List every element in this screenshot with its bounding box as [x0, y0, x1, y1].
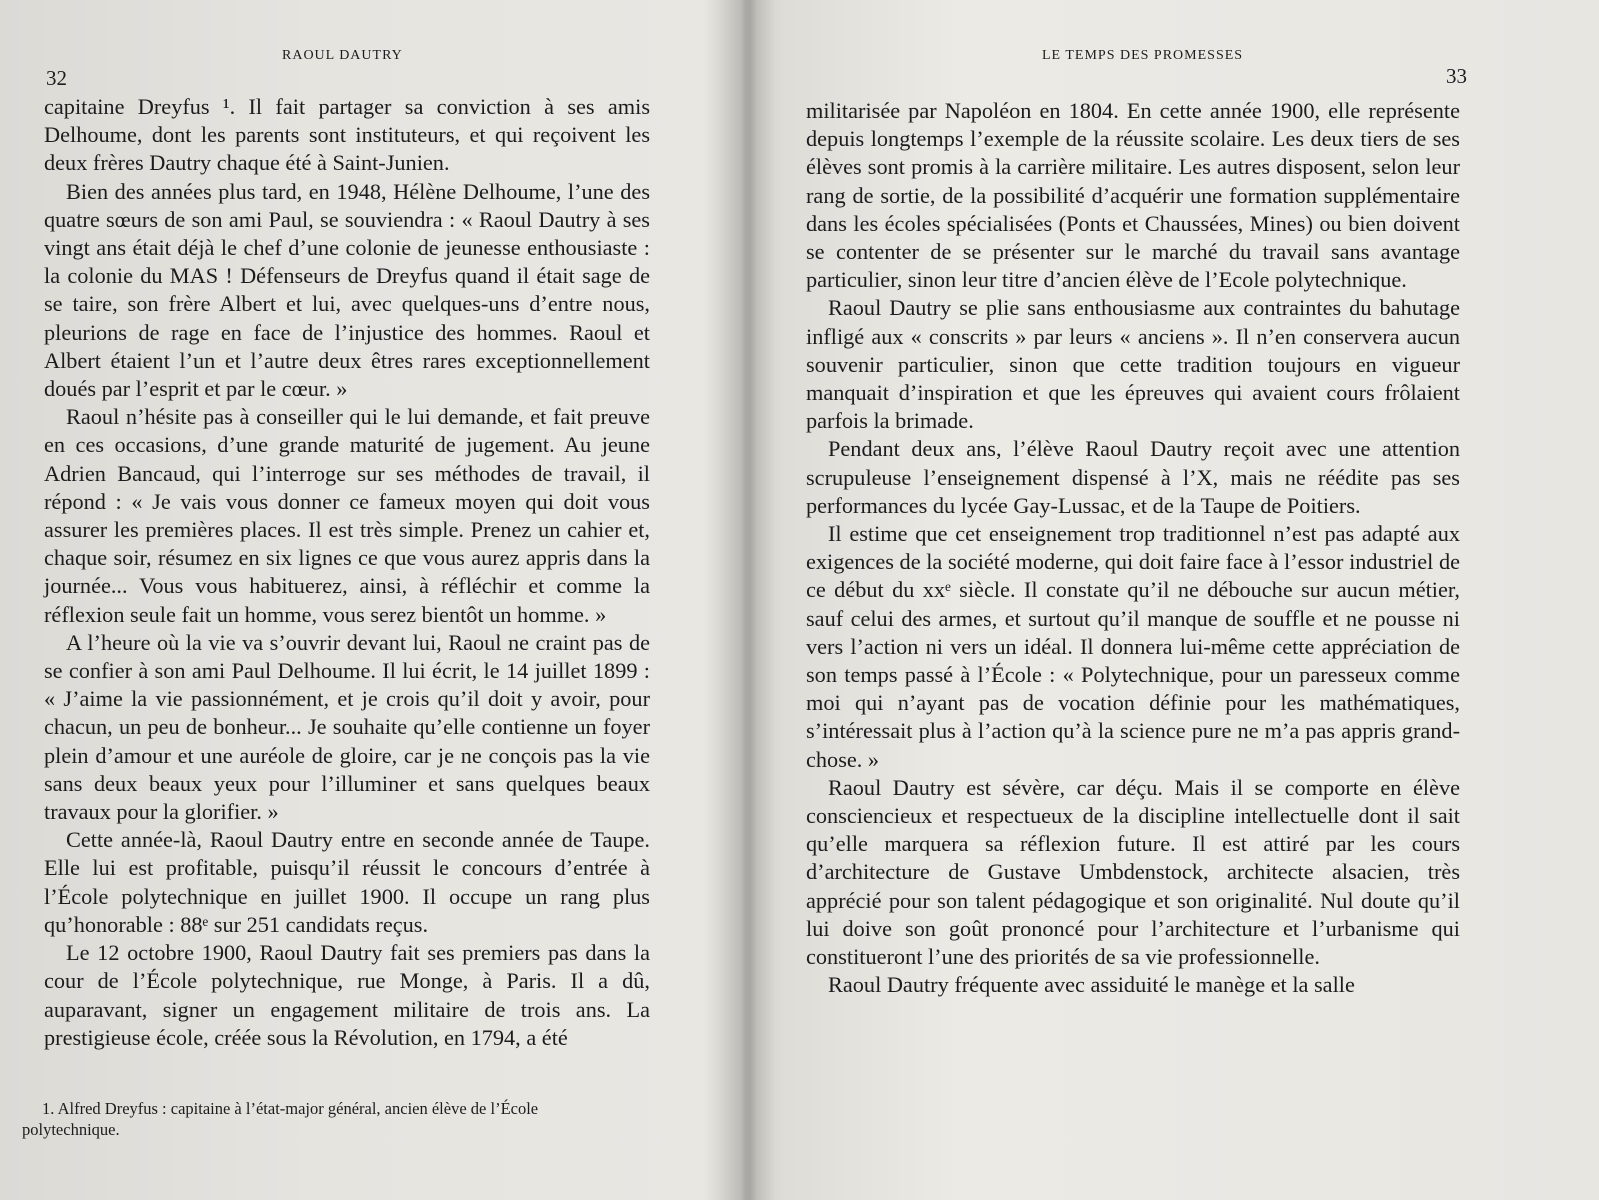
paragraph: Raoul Dautry fréquente avec assiduité le manège et la salle — [828, 972, 1355, 998]
page-number: 33 — [1446, 64, 1467, 88]
paragraph: capitaine Dreyfus ¹. Il fait partager sa conviction à ses amis Delhoume, dont les parents sont instituteurs, et qui reçoivent les deux frères Dautry chaque été à Saint-Junien. — [44, 94, 650, 176]
body-text — [44, 93, 650, 1052]
right-page — [780, 0, 1599, 1200]
body-text — [806, 97, 1460, 1000]
paragraph: militarisée par Napoléon en 1804. En cette année 1900, elle représente depuis longtemps l’exemple de la réussite scolaire. Les deux tiers de ses élèves sont promis à la carrière militaire. Les autres disposent, selon leur rang de sortie, de la possibilité d’acquérir une formation supplémentaire dans les écoles spécialisées (Ponts et Chaussées, Mines) ou bien doivent se contenter de se présenter sur le marché du travail sans avantage particulier, sinon leur titre d’ancien élève de l’Ecole polytechnique. — [806, 98, 1460, 293]
left-page — [0, 0, 735, 1200]
paragraph: Bien des années plus tard, en 1948, Hélène Delhoume, l’une des quatre sœurs de son ami Paul, se souviendra : « Raoul Dautry à ses vingt ans était déjà le chef d’une colonie de jeunesse enthousiaste : la colonie du MAS ! Défenseurs de Dreyfus quand il était sage de se taire, son frère Albert et lui, avec quelques-uns d’entre nous, pleurions de rage en face de l’injustice des hommes. Raoul et Albert étaient l’un et l’autre deux êtres rares exceptionnellement doués par l’esprit et par le cœur. » — [44, 178, 650, 402]
running-head: RAOUL DAUTRY — [282, 48, 403, 63]
footnote: 1. Alfred Dreyfus : capitaine à l’état-major général, ancien élève de l’École polytechnique. — [22, 1099, 539, 1139]
paragraph: Pendant deux ans, l’élève Raoul Dautry reçoit avec une attention scrupuleuse l’enseignement dispensé à l’X, mais ne réédite pas ses performances du lycée Gay-Lussac, et de la Taupe de Poitiers. — [806, 436, 1460, 518]
paragraph: Il estime que cet enseignement trop traditionnel n’est pas adapté aux exigences de la société moderne, qui doit faire face à l’essor industriel de ce début du xxᵉ siècle. Il constate qu’il ne débouche sur aucun métier, sauf celui des armes, et surtout qu’il manque de souffle et ne pousse ni vers l’action ni vers un idéal. Il donnera lui-même cette appréciation de son temps passé à l’École : « Polytechnique, pour un paresseux comme moi qui n’ayant pas de vocation définie pour les mathématiques, s’intéressait plus à l’action qu’à la science pure ne m’a pas appris grand-chose. » — [806, 521, 1460, 772]
paragraph: Raoul Dautry se plie sans enthousiasme aux contraintes du bahutage infligé aux « conscrits » par leurs « anciens ». Il n’en conservera aucun souvenir particulier, sinon que cette tradition toujours en vigueur manquait d’inspiration et que les épreuves qui avaient cours frôlaient parfois la brimade. — [806, 295, 1460, 434]
running-head: LE TEMPS DES PROMESSES — [1042, 48, 1244, 63]
page-number: 32 — [46, 66, 67, 90]
paragraph: Cette année-là, Raoul Dautry entre en seconde année de Taupe. Elle lui est profitable, puisqu’il réussit le concours d’entrée à l’École polytechnique en juillet 1900. Il occupe un rang plus qu’honorable : 88ᵉ sur 251 candidats reçus. — [44, 827, 650, 937]
paragraph: Le 12 octobre 1900, Raoul Dautry fait ses premiers pas dans la cour de l’École polytechnique, rue Monge, à Paris. Il a dû, auparavant, signer un engagement militaire de trois ans. La prestigieuse école, créée sous la Révolution, en 1794, a été — [44, 940, 650, 1050]
paragraph: A l’heure où la vie va s’ouvrir devant lui, Raoul ne craint pas de se confier à son ami Paul Delhoume. Il lui écrit, le 14 juillet 1899 : « J’aime la vie passionnément, et je crois qu’il doit y avoir, pour chacun, un peu de bonheur... Je souhaite qu’elle contienne un foyer plein d’amour et une auréole de gloire, car je ne conçois pas la vie sans deux beaux yeux pour l’illuminer et sans quelques beaux travaux pour la glorifier. » — [44, 629, 650, 825]
paragraph: Raoul Dautry est sévère, car déçu. Mais il se comporte en élève consciencieux et respectueux de la discipline intellectuelle dont il sait qu’elle marquera sa réflexion future. Il est attiré par les cours d’architecture de Gustave Umbdenstock, architecte alsacien, très apprécié pour son talent pédagogique et son originalité. Nul doute qu’il lui doive son goût prononcé pour l’architecture et l’urbanisme qui constitueront l’une des priorités de sa vie professionnelle. — [806, 774, 1460, 970]
paragraph: Raoul n’hésite pas à conseiller qui le lui demande, et fait preuve en ces occasions, d’une grande maturité de jugement. Au jeune Adrien Bancaud, qui l’interroge sur ses méthodes de travail, il répond : « Je vais vous donner ce fameux moyen qui doit vous assurer les premières places. Il est très simple. Prenez un cahier et, chaque soir, résumez en six lignes ce que vous aurez appris dans la journée... Vous vous habituerez, ainsi, à réfléchir et comme la réflexion seule fait un homme, vous serez bientôt un homme. » — [44, 404, 650, 627]
